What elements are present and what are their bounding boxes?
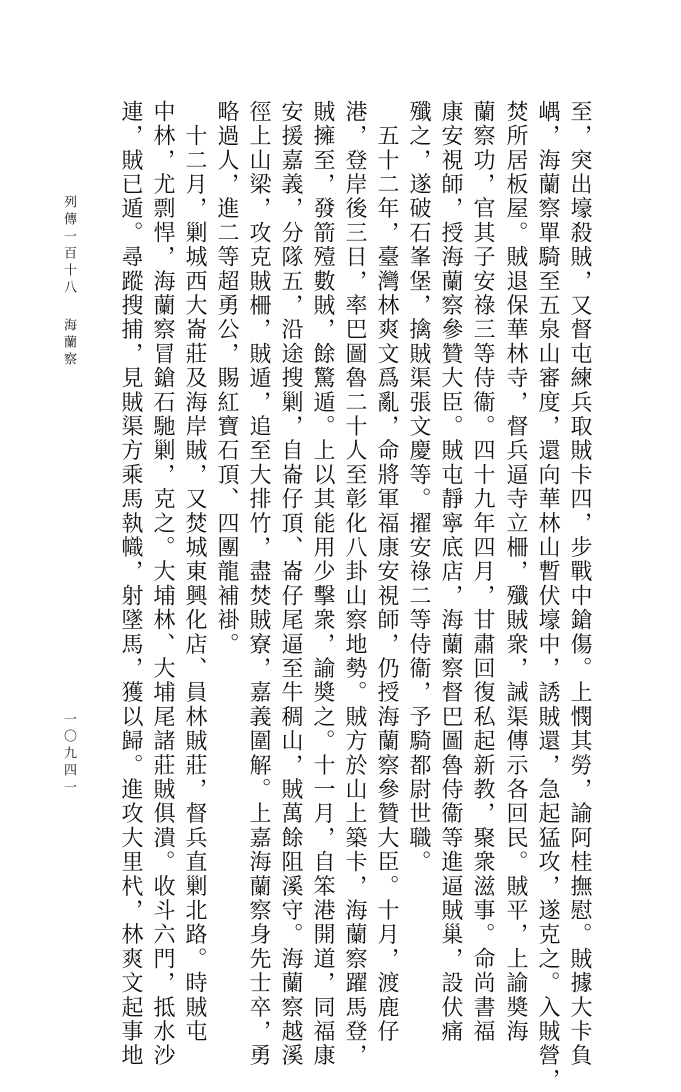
text-column-11: 徑上山梁，攻克賊柵，賊遁，追至大排竹，盡焚賊寮，嘉義圍解。上嘉海蘭察身先士卒，勇 bbox=[246, 100, 271, 1068]
text-column-9: 賊擁至，發箭殪數賊，餘驚遁。上以其能用少擊衆，諭奬之。十一月，自笨港開道，同福康 bbox=[310, 100, 335, 1068]
text-column-14: 中林，尤剽悍，海蘭察冒鎗石馳剿，克之。大埔林、大埔尾諸莊賊俱潰。收斗六門，抵水沙 bbox=[150, 100, 175, 1068]
text-column-6: 殲之，遂破石峯堡，擒賊渠張文慶等。擢安祿二等侍衞，予騎都尉世職。 bbox=[406, 100, 431, 875]
text-column-15: 連，賊已遁。尋蹤搜捕，見賊渠方乘馬執幟，射墜馬，獲以歸。進攻大里杙，林爽文起事地 bbox=[118, 100, 143, 1068]
page-number: 一〇九四一 bbox=[61, 712, 76, 797]
text-column-10: 安援嘉義，分隊五，沿途搜剿，自崙仔頂、崙仔尾逼至牛稠山，賊萬餘阻溪守。海蘭察越溪 bbox=[278, 100, 303, 1068]
text-column-7: 五十二年，臺灣林爽文爲亂，命將軍福康安視師，仍授海蘭察參贊大臣。十月，渡鹿仔 bbox=[374, 100, 399, 1044]
text-column-8: 港，登岸後三日，率巴圖魯二十人至彰化八卦山察地勢。賊方於山上築卡，海蘭察躍馬登， bbox=[342, 100, 367, 1068]
text-column-12: 略過人，進二等超勇公，賜紅寶石頂、四團龍補褂。 bbox=[214, 100, 239, 657]
text-column-5: 康安視師，授海蘭察參贊大臣。賊屯靜寧底店，海蘭察督巴圖魯侍衞等進逼賊巢，設伏痛 bbox=[438, 100, 463, 1044]
text-column-2: 嵎，海蘭察單騎至五泉山審度，還向華林山暫伏壕中，誘賊還，急起猛攻，遂克之。入賊營， bbox=[535, 100, 560, 1092]
text-column-13: 十二月，剿城西大崙莊及海岸賊，又焚城東興化店、員林賊莊，督兵直剿北路。時賊屯 bbox=[182, 100, 207, 1044]
text-column-3: 焚所居板屋。賊退保華林寺，督兵逼寺立柵，殲賊衆，誡渠傳示各回民。賊平，上諭奬海 bbox=[503, 100, 528, 1044]
text-column-1: 至，突出壕殺賊，又督屯練兵取賊卡四，步戰中鎗傷。上憫其勞，諭阿桂撫慰。賊據大卡負 bbox=[567, 100, 592, 1068]
text-column-4: 蘭察功，官其子安祿三等侍衞。四十九年四月，甘肅回復私起新教，聚衆滋事。命尚書福 bbox=[470, 100, 495, 1044]
running-header-name: 海蘭察 bbox=[61, 318, 76, 369]
running-header-title: 列傳一百十八 bbox=[61, 195, 76, 297]
